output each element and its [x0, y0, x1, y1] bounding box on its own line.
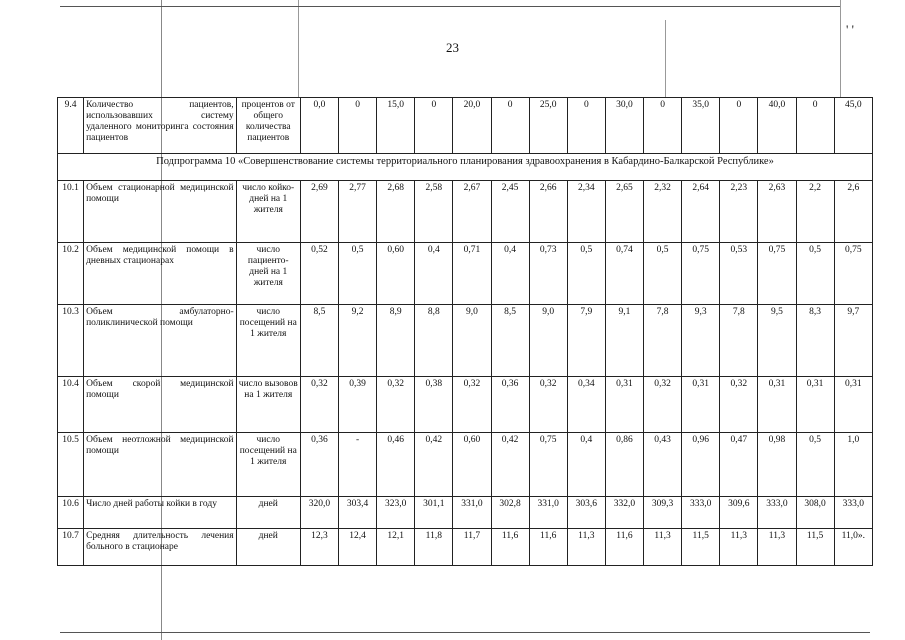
row-number: 10.4	[58, 377, 84, 433]
value-cell: 0,75	[834, 243, 872, 305]
value-cell: 331,0	[453, 497, 491, 529]
value-cell: 0,39	[339, 377, 377, 433]
indicator-name: Объем медицинской помощи в дневных стационарах	[84, 243, 237, 305]
value-cell: 11,3	[567, 529, 605, 566]
value-cell: 2,45	[491, 181, 529, 243]
indicator-name: Число дней работы койки в году	[84, 497, 237, 529]
value-cell: 303,4	[339, 497, 377, 529]
value-cell: 8,5	[491, 305, 529, 377]
scan-line-bottom	[60, 632, 870, 633]
row-number: 10.5	[58, 433, 84, 497]
value-cell: 2,58	[415, 181, 453, 243]
unit-cell: число посещений на 1 жителя	[236, 305, 300, 377]
value-cell: 0,75	[529, 433, 567, 497]
value-cell: 30,0	[605, 98, 643, 154]
value-cell: 40,0	[758, 98, 796, 154]
value-cell: 332,0	[605, 497, 643, 529]
value-cell: 0,96	[682, 433, 720, 497]
value-cell: 0,46	[377, 433, 415, 497]
value-cell: 309,6	[720, 497, 758, 529]
value-cell: 0,75	[682, 243, 720, 305]
value-cell: 9,0	[453, 305, 491, 377]
value-cell: 0,5	[644, 243, 682, 305]
value-cell: 0,5	[796, 243, 834, 305]
table-row	[58, 181, 873, 243]
indicator-name: Объем скорой медицинской помощи	[84, 377, 237, 433]
value-cell: 0,4	[567, 433, 605, 497]
value-cell: 0,32	[529, 377, 567, 433]
value-cell: 2,6	[834, 181, 872, 243]
indicator-name: Средняя длительность лечения больного в стационаре	[84, 529, 237, 566]
table-row	[58, 243, 873, 305]
value-cell: 11,7	[453, 529, 491, 566]
value-cell: 302,8	[491, 497, 529, 529]
row-number: 10.6	[58, 497, 84, 529]
value-cell: 0	[491, 98, 529, 154]
value-cell: 0,60	[377, 243, 415, 305]
value-cell: 2,34	[567, 181, 605, 243]
value-cell: 2,65	[605, 181, 643, 243]
value-cell: 0,53	[720, 243, 758, 305]
value-cell: 8,3	[796, 305, 834, 377]
value-cell: 0,5	[339, 243, 377, 305]
value-cell: 323,0	[377, 497, 415, 529]
row-number: 10.3	[58, 305, 84, 377]
value-cell: 0,47	[720, 433, 758, 497]
value-cell: 333,0	[834, 497, 872, 529]
value-cell: 0,98	[758, 433, 796, 497]
value-cell: 0,43	[644, 433, 682, 497]
value-cell: 11,3	[720, 529, 758, 566]
unit-cell: число посещений на 1 жителя	[236, 433, 300, 497]
value-cell: 0,32	[720, 377, 758, 433]
value-cell: 2,2	[796, 181, 834, 243]
value-cell: 0	[415, 98, 453, 154]
indicator-name: Объем амбулаторно-поликлинической помощи	[84, 305, 237, 377]
value-cell: 8,8	[415, 305, 453, 377]
page-number: 23	[446, 40, 459, 55]
value-cell: 9,5	[758, 305, 796, 377]
value-cell: 0,38	[415, 377, 453, 433]
value-cell: 0	[567, 98, 605, 154]
value-cell: 2,77	[339, 181, 377, 243]
value-cell: 9,0	[529, 305, 567, 377]
value-cell: 11,3	[758, 529, 796, 566]
value-cell: 11,6	[491, 529, 529, 566]
value-cell: 7,8	[720, 305, 758, 377]
value-cell: 0,34	[567, 377, 605, 433]
row-number: 10.1	[58, 181, 84, 243]
value-cell: 0,73	[529, 243, 567, 305]
value-cell: 0,4	[491, 243, 529, 305]
value-cell: 0,31	[834, 377, 872, 433]
value-cell: 11,6	[529, 529, 567, 566]
value-cell: 0,32	[300, 377, 338, 433]
value-cell: 0,4	[415, 243, 453, 305]
value-cell: 0	[796, 98, 834, 154]
table-row	[58, 305, 873, 377]
row-number: 10.7	[58, 529, 84, 566]
value-cell: 0,0	[300, 98, 338, 154]
scan-line-top	[60, 6, 840, 7]
value-cell: 0,32	[644, 377, 682, 433]
value-cell: 0,86	[605, 433, 643, 497]
value-cell: 2,69	[300, 181, 338, 243]
value-cell: 7,9	[567, 305, 605, 377]
value-cell: 8,5	[300, 305, 338, 377]
value-cell: 0,36	[491, 377, 529, 433]
value-cell: 2,63	[758, 181, 796, 243]
value-cell: 0,60	[453, 433, 491, 497]
subprogram-row	[58, 154, 873, 181]
value-cell: 11,5	[682, 529, 720, 566]
value-cell: 0,32	[377, 377, 415, 433]
value-cell: 0	[720, 98, 758, 154]
value-cell: 0	[339, 98, 377, 154]
unit-cell: дней	[236, 529, 300, 566]
value-cell: 2,32	[644, 181, 682, 243]
value-cell: 9,1	[605, 305, 643, 377]
unit-cell: число пациенто-дней на 1 жителя	[236, 243, 300, 305]
value-cell: 11,6	[605, 529, 643, 566]
unit-cell: число вызовов на 1 жителя	[236, 377, 300, 433]
value-cell: 2,23	[720, 181, 758, 243]
row-number: 10.2	[58, 243, 84, 305]
value-cell: 333,0	[682, 497, 720, 529]
value-cell: 11,3	[644, 529, 682, 566]
indicators-table	[57, 97, 873, 566]
value-cell: 331,0	[529, 497, 567, 529]
value-cell: 301,1	[415, 497, 453, 529]
table-row	[58, 433, 873, 497]
value-cell: 0,42	[415, 433, 453, 497]
value-cell: -	[339, 433, 377, 497]
value-cell: 9,7	[834, 305, 872, 377]
value-cell: 35,0	[682, 98, 720, 154]
table-row	[58, 529, 873, 566]
unit-cell: дней	[236, 497, 300, 529]
value-cell: 0,31	[605, 377, 643, 433]
value-cell: 320,0	[300, 497, 338, 529]
indicator-name: Объем стационарной медицинской помощи	[84, 181, 237, 243]
value-cell: 0,5	[567, 243, 605, 305]
value-cell: 2,66	[529, 181, 567, 243]
value-cell: 11,0».	[834, 529, 872, 566]
value-cell: 0,71	[453, 243, 491, 305]
value-cell: 12,3	[300, 529, 338, 566]
value-cell: 2,64	[682, 181, 720, 243]
value-cell: 45,0	[834, 98, 872, 154]
value-cell: 308,0	[796, 497, 834, 529]
value-cell: 0,31	[796, 377, 834, 433]
value-cell: 0,74	[605, 243, 643, 305]
table-row	[58, 377, 873, 433]
indicator-name: Объем неотложной медицинской помощи	[84, 433, 237, 497]
value-cell: 2,67	[453, 181, 491, 243]
value-cell: 0,52	[300, 243, 338, 305]
table-row	[58, 98, 873, 154]
value-cell: 0,32	[453, 377, 491, 433]
value-cell: 8,9	[377, 305, 415, 377]
value-cell: 15,0	[377, 98, 415, 154]
value-cell: 309,3	[644, 497, 682, 529]
unit-cell: процентов от общего количества пациентов	[236, 98, 300, 154]
value-cell: 303,6	[567, 497, 605, 529]
value-cell: 25,0	[529, 98, 567, 154]
value-cell: 1,0	[834, 433, 872, 497]
corner-marks: ' '	[846, 22, 854, 37]
table-row	[58, 497, 873, 529]
value-cell: 0,31	[758, 377, 796, 433]
value-cell: 0,5	[796, 433, 834, 497]
value-cell: 333,0	[758, 497, 796, 529]
value-cell: 0,36	[300, 433, 338, 497]
row-number: 9.4	[58, 98, 84, 154]
value-cell: 0	[644, 98, 682, 154]
unit-cell: число койко-дней на 1 жителя	[236, 181, 300, 243]
scan-line-vertical-mid2	[665, 20, 666, 97]
value-cell: 12,1	[377, 529, 415, 566]
value-cell: 0,75	[758, 243, 796, 305]
value-cell: 7,8	[644, 305, 682, 377]
subprogram-title: Подпрограмма 10 «Совершенствование системы территориального планирования здравоохранения в Кабардино-Балкарской Республике»	[58, 154, 873, 181]
value-cell: 2,68	[377, 181, 415, 243]
value-cell: 11,5	[796, 529, 834, 566]
indicator-name: Количество пациентов, использовавших систему удаленного мониторинга состояния пациентов	[84, 98, 237, 154]
value-cell: 9,2	[339, 305, 377, 377]
value-cell: 20,0	[453, 98, 491, 154]
value-cell: 0,42	[491, 433, 529, 497]
value-cell: 0,31	[682, 377, 720, 433]
value-cell: 12,4	[339, 529, 377, 566]
value-cell: 11,8	[415, 529, 453, 566]
value-cell: 9,3	[682, 305, 720, 377]
